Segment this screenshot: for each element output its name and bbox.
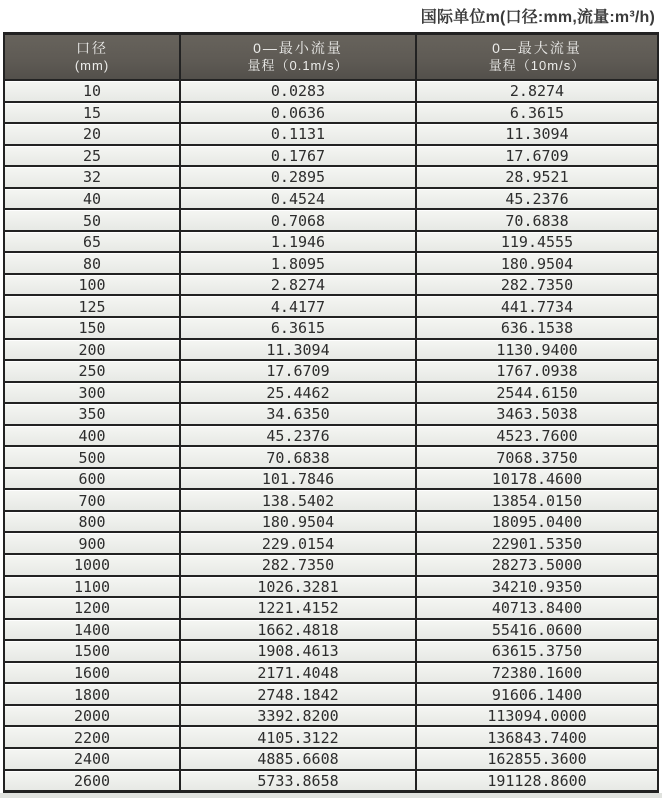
table-row [5,531,657,553]
min-flow-cell: 6.3615 [179,318,415,338]
max-flow-cell: 7068.3750 [415,447,657,467]
min-flow-cell: 4885.6608 [179,749,415,769]
table-row [5,165,657,187]
diameter-cell: 1600 [73,664,111,683]
table-row [5,316,657,338]
diameter-cell: 32 [82,168,102,187]
table-row [5,445,657,467]
min-flow-cell: 229.0154 [179,533,415,553]
diameter-cell: 2200 [73,728,111,747]
diameter-cell: 80 [82,254,102,273]
min-flow-cell: 1.1946 [179,232,415,252]
table-row [5,359,657,381]
max-flow-cell: 4523.7600 [415,426,657,446]
min-flow-cell: 4105.3122 [179,727,415,747]
diameter-cell: 150 [78,319,106,338]
max-flow-cell: 70.6838 [415,210,657,230]
table-row [5,402,657,424]
table-row [5,294,657,316]
max-flow-cell: 18095.0400 [415,512,657,532]
header-max-flow [415,35,657,79]
diameter-cell: 600 [78,470,106,489]
min-flow-cell: 2.8274 [179,275,415,295]
table-row [5,704,657,726]
diameter-cell: 10 [82,82,102,101]
diameter-cell: 100 [78,276,106,295]
min-flow-cell: 17.6709 [179,361,415,381]
diameter-cell: 2600 [73,771,111,790]
max-flow-cell: 1130.9400 [415,340,657,360]
table-row [5,101,657,123]
table-row [5,725,657,747]
table-row [5,251,657,273]
max-flow-cell: 55416.0600 [415,620,657,640]
table-row [5,618,657,640]
diameter-cell: 350 [78,405,106,424]
header-diameter-title: 口径 [76,40,108,57]
max-flow-cell: 3463.5038 [415,404,657,424]
table-header-row [5,35,657,79]
min-flow-cell: 1908.4613 [179,641,415,661]
min-flow-cell: 0.2895 [179,167,415,187]
table-row [5,467,657,489]
table-row [5,553,657,575]
min-flow-cell: 0.1767 [179,146,415,166]
min-flow-cell: 34.6350 [179,404,415,424]
min-flow-cell: 1026.3281 [179,577,415,597]
header-diameter [5,35,179,79]
diameter-cell: 500 [78,448,106,467]
table-row [5,187,657,209]
max-flow-cell: 441.7734 [415,296,657,316]
max-flow-cell: 28273.5000 [415,555,657,575]
diameter-cell: 40 [82,190,102,208]
max-flow-cell: 34210.9350 [415,577,657,597]
diameter-cell: 1000 [73,556,111,575]
diameter-cell: 125 [78,297,106,316]
diameter-cell: 400 [78,427,106,446]
min-flow-cell: 1.8095 [179,253,415,273]
diameter-cell: 50 [82,211,102,230]
diameter-cell: 250 [78,362,106,381]
min-flow-cell: 5733.8658 [179,771,415,791]
diameter-cell: 1800 [73,685,111,704]
min-flow-cell: 45.2376 [179,426,415,446]
max-flow-cell: 113094.0000 [415,706,657,726]
table-row [5,682,657,704]
min-flow-cell: 0.7068 [179,210,415,230]
diameter-cell: 25 [82,146,102,165]
diameter-cell: 65 [82,233,102,252]
min-flow-cell: 1662.4818 [179,620,415,640]
max-flow-cell: 63615.3750 [415,641,657,661]
diameter-cell: 15 [82,103,102,122]
diameter-cell: 700 [78,491,106,510]
max-flow-cell: 22901.5350 [415,533,657,553]
table-row [5,208,657,230]
min-flow-cell: 282.7350 [179,555,415,575]
table-row [5,510,657,532]
min-flow-cell: 0.4524 [179,189,415,209]
table-row [5,639,657,661]
max-flow-cell: 13854.0150 [415,490,657,510]
header-min-flow-title: 0—最小流量 [253,40,343,57]
min-flow-cell: 1221.4152 [179,598,415,618]
header-max-flow-range: 量程（10m/s） [488,57,586,73]
table-row [5,769,657,791]
header-max-flow-title: 0—最大流量 [492,40,582,57]
header-min-flow [179,35,415,79]
table-row [5,747,657,769]
diameter-cell: 900 [78,534,106,553]
max-flow-cell: 2544.6150 [415,383,657,403]
min-flow-cell: 4.4177 [179,296,415,316]
max-flow-cell: 636.1538 [415,318,657,338]
min-flow-cell: 70.6838 [179,447,415,467]
table-row [5,381,657,403]
table-row [5,661,657,683]
table-row [5,144,657,166]
min-flow-cell: 2171.4048 [179,663,415,683]
table-row [5,273,657,295]
diameter-cell: 300 [78,383,106,402]
max-flow-cell: 17.6709 [415,146,657,166]
header-diameter-unit: (mm) [74,57,110,73]
table-row [5,596,657,618]
min-flow-cell: 2748.1842 [179,684,415,704]
page-title: 国际单位m(口径:mm,流量:m³/h) [420,9,655,26]
table-row [5,230,657,252]
max-flow-cell: 162855.3600 [415,749,657,769]
table-row [5,79,657,101]
table-row [5,575,657,597]
min-flow-cell: 101.7846 [179,469,415,489]
max-flow-cell: 1767.0938 [415,361,657,381]
diameter-cell: 800 [78,513,106,532]
diameter-cell: 20 [82,125,102,144]
max-flow-cell: 72380.1600 [415,663,657,683]
diameter-cell: 200 [78,340,106,359]
max-flow-cell: 119.4555 [415,232,657,252]
max-flow-cell: 45.2376 [415,189,657,209]
min-flow-cell: 3392.8200 [179,706,415,726]
min-flow-cell: 0.0636 [179,103,415,123]
diameter-cell: 2000 [73,707,111,726]
diameter-cell: 1200 [73,599,111,618]
max-flow-cell: 28.9521 [415,167,657,187]
min-flow-cell: 0.0283 [179,81,415,101]
flow-range-table [3,32,659,793]
diameter-cell: 1500 [73,642,111,661]
max-flow-cell: 11.3094 [415,124,657,144]
diameter-cell: 1100 [73,577,111,596]
max-flow-cell: 191128.8600 [415,771,657,791]
max-flow-cell: 282.7350 [415,275,657,295]
max-flow-cell: 6.3615 [415,103,657,123]
header-min-flow-range: 量程（0.1m/s） [247,57,349,73]
max-flow-cell: 2.8274 [415,81,657,101]
min-flow-cell: 180.9504 [179,512,415,532]
diameter-cell: 1400 [73,620,111,639]
diameter-cell: 2400 [73,750,111,769]
min-flow-cell: 25.4462 [179,383,415,403]
max-flow-cell: 136843.7400 [415,727,657,747]
table-row [5,488,657,510]
table-row [5,424,657,446]
max-flow-cell: 40713.8400 [415,598,657,618]
bottom-strip [0,793,662,798]
table-body [5,79,657,790]
min-flow-cell: 138.5402 [179,490,415,510]
max-flow-cell: 180.9504 [415,253,657,273]
table-row [5,122,657,144]
min-flow-cell: 0.1131 [179,124,415,144]
table-row [5,338,657,360]
max-flow-cell: 91606.1400 [415,684,657,704]
max-flow-cell: 10178.4600 [415,469,657,489]
min-flow-cell: 11.3094 [179,340,415,360]
